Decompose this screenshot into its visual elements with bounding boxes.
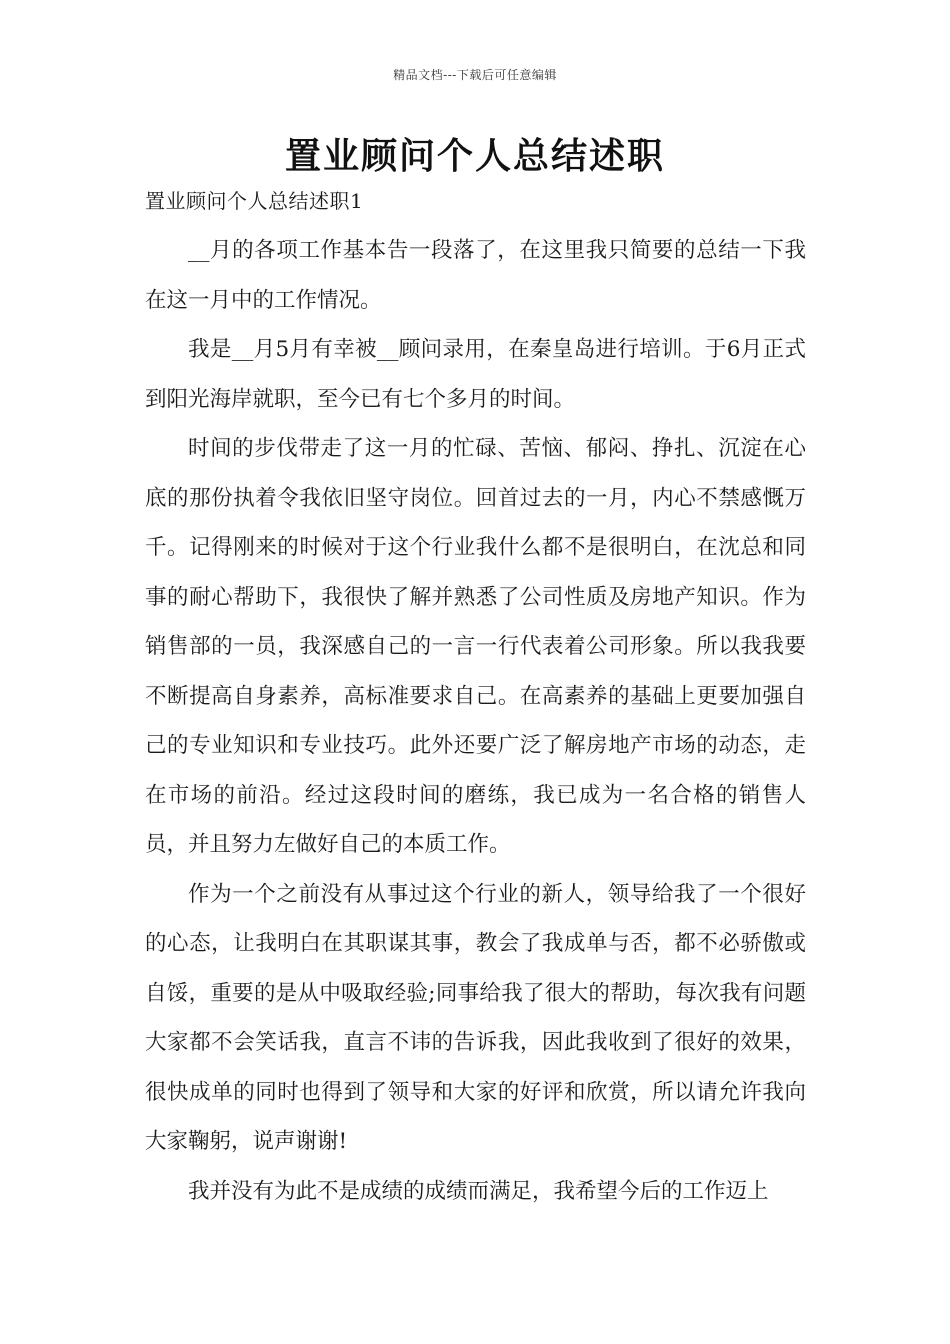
- paragraph: __月的各项工作基本告一段落了，在这里我只简要的总结一下我在这一月中的工作情况。: [145, 238, 806, 313]
- paragraph: 作为一个之前没有从事过这个行业的新人，领导给我了一个很好的心态，让我明白在其职谋其事，教会了我成单与否，都不必骄傲或自馁，重要的是从中吸取经验;同事给我了很大的帮助，每次我有问题大家都不会笑话我，直言不讳的告诉我，因此我收到了很好的效果，很快成单的同时也得到了领导和大家的好评和欣赏，所以请允许我向大家鞠躬，说声谢谢!: [145, 881, 806, 1154]
- document-body: [145, 226, 806, 1216]
- paragraph: 时间的步伐带走了这一月的忙碌、苦恼、郁闷、挣扎、沉淀在心底的那份执着令我依旧坚守岗位。回首过去的一月，内心不禁感慨万千。记得刚来的时候对于这个行业我什么都不是很明白，在沈总和同事的耐心帮助下，我很快了解并熟悉了公司性质及房地产知识。作为销售部的一员，我深感自己的一言一行代表着公司形象。所以我我要不断提高自身素养，高标准要求自己。在高素养的基础上更要加强自己的专业知识和专业技巧。此外还要广泛了解房地产市场的动态，走在市场的前沿。经过这段时间的磨练，我已成为一名合格的销售人员，并且努力左做好自己的本质工作。: [145, 436, 806, 857]
- section-heading: 置业顾问个人总结述职1: [145, 189, 364, 213]
- paragraph: 我是__月5月有幸被__顾问录用，在秦皇岛进行培训。于6月正式到阳光海岸就职，至今已有七个多月的时间。: [145, 337, 806, 412]
- header-note: 精品文档---下载后可任意编辑: [393, 68, 557, 82]
- document-title: 置业顾问个人总结述职: [284, 136, 665, 177]
- paragraph: 我并没有为此不是成绩的成绩而满足，我希望今后的工作迈上: [188, 1178, 769, 1204]
